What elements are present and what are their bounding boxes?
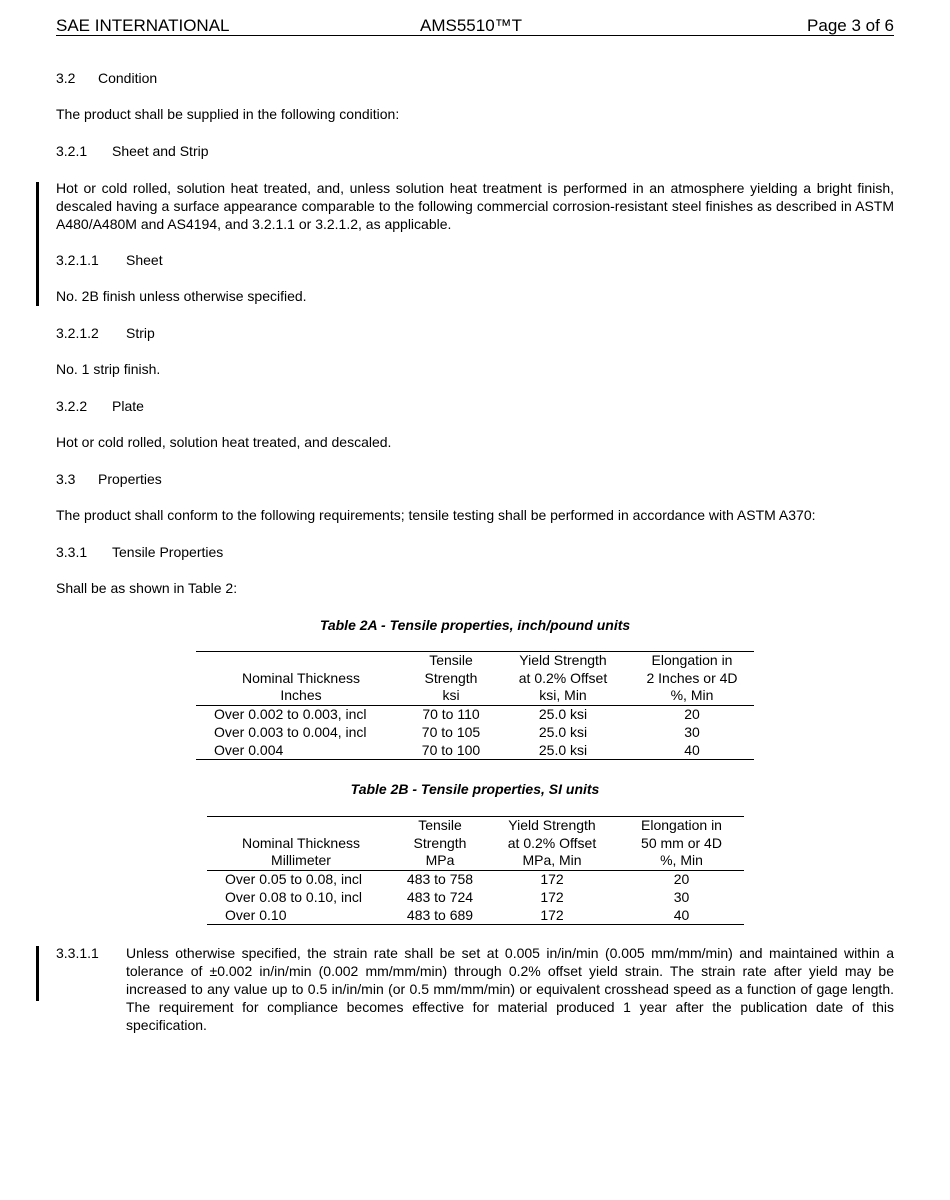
table-cell: 483 to 758 xyxy=(406,871,474,888)
table-row xyxy=(196,724,754,742)
table-cell: 40 xyxy=(684,741,700,758)
paragraph-3-3: The product shall conform to the following requirements; tensile testing shall be performed in accordance with ASTM A370: xyxy=(56,507,816,523)
heading-3-2-2 xyxy=(56,397,144,415)
heading-3-2-1-1-title: Sheet xyxy=(126,252,163,268)
table-2b-header-cell: Yield Strength xyxy=(508,817,596,833)
revision-change-bar xyxy=(36,946,39,1001)
table-2b-header-thickness xyxy=(207,817,395,871)
heading-3-3-1-number: 3.3.1 xyxy=(56,544,88,560)
table-row xyxy=(196,706,754,724)
table-2b-header-tensile xyxy=(395,817,485,871)
table-cell: Over 0.05 to 0.08, incl xyxy=(225,871,362,888)
table-2a-header-elongation xyxy=(630,652,754,706)
heading-3-2-1-1 xyxy=(56,251,163,269)
table-2a-header-cell: Nominal Thickness xyxy=(241,669,360,686)
header-page-number: Page 3 of 6 xyxy=(807,16,894,35)
table-2b-header-cell: Tensile xyxy=(418,817,462,833)
table-2b-header-elongation xyxy=(619,817,744,871)
table-2a-header-cell: at 0.2% Offset xyxy=(518,669,608,686)
table-2a-header-cell: ksi, Min xyxy=(539,687,587,704)
table-cell: 25.0 ksi xyxy=(538,723,588,740)
table-cell: 70 to 105 xyxy=(421,723,481,740)
table-2b-header-cell: Strength xyxy=(413,834,467,851)
heading-3-2 xyxy=(56,69,157,87)
table-2b xyxy=(207,816,744,925)
table-2a-header-cell: Yield Strength xyxy=(519,652,607,668)
table-2b-header-cell: MPa, Min xyxy=(522,852,582,869)
header-org: SAE INTERNATIONAL xyxy=(56,16,230,35)
table-cell: 172 xyxy=(540,871,564,888)
revision-change-bar xyxy=(36,182,39,306)
table-2a-header-cell: 2 Inches or 4D xyxy=(646,669,738,686)
table-2a xyxy=(196,651,754,760)
table-cell: 30 xyxy=(684,723,700,740)
table-row xyxy=(207,907,744,925)
table-2b-header-cell xyxy=(207,817,395,835)
heading-3-2-1-number: 3.2.1 xyxy=(56,143,88,159)
paragraph-3-2-intro: The product shall be supplied in the following condition: xyxy=(56,106,400,122)
table-2b-caption: Table 2B - Tensile properties, SI units xyxy=(350,781,600,797)
table-row xyxy=(207,889,744,907)
heading-3-3-number: 3.3 xyxy=(56,471,76,487)
table-2b-header-yield xyxy=(485,817,619,871)
table-2a-header-tensile xyxy=(406,652,496,706)
table-2a-header-cell: Elongation in xyxy=(651,652,733,668)
table-2a-header-cell: ksi xyxy=(442,687,460,704)
table-cell: 483 to 689 xyxy=(406,906,474,923)
table-2b-header-cell: Elongation in xyxy=(641,817,722,833)
table-2b-header-cell: %, Min xyxy=(660,852,703,869)
paragraph-3-2-1-1: No. 2B finish unless otherwise specified. xyxy=(56,288,307,304)
paragraph-3-3-1-1: Unless otherwise specified, the strain rate shall be set at 0.005 in/in/min (0.005 mm/mm/min) and maintained within a tolerance of ±0.002 in/in/min (0.002 mm/mm/min) through 0.2% offset yield strain. The strain rate after yield may be increased to any value up to 0.5 in/in/min (or 0.5 mm/mm/min) or equivalent crosshead speed as a function of gage length. The requirement for compliance becomes effective for material produced 1 year after the publication date of this specification. xyxy=(126,945,894,1033)
heading-3-2-title: Condition xyxy=(98,70,158,86)
table-cell: 20 xyxy=(684,706,700,723)
table-cell: 172 xyxy=(540,888,564,905)
table-2b-header-cell: Nominal Thickness xyxy=(241,834,360,851)
table-cell: Over 0.08 to 0.10, incl xyxy=(225,888,362,905)
page-header xyxy=(56,16,894,36)
table-2b-header-cell: 50 mm or 4D xyxy=(641,834,722,851)
table-2b-header-cell: MPa xyxy=(425,852,455,869)
table-cell: Over 0.10 xyxy=(225,906,287,923)
paragraph-3-2-1: Hot or cold rolled, solution heat treated, and, unless solution heat treatment is performed in an atmosphere yielding a bright finish, descaled having a surface appearance comparable to the following commercial corrosion-resistant steel finishes as described in ASTM A480/A480M and AS4194, and 3.2.1.1 or 3.2.1.2, as applicable. xyxy=(56,180,894,232)
heading-3-3-1-title: Tensile Properties xyxy=(112,544,224,560)
paragraph-3-3-1-1-number: 3.3.1.1 xyxy=(56,945,99,961)
table-2a-header-cell: %, Min xyxy=(670,687,714,704)
table-row xyxy=(196,742,754,760)
table-cell: 483 to 724 xyxy=(406,888,474,905)
table-2b-header-cell: Millimeter xyxy=(271,852,331,869)
table-cell: 30 xyxy=(673,888,690,905)
heading-3-2-1 xyxy=(56,142,209,160)
table-cell: 25.0 ksi xyxy=(538,741,588,758)
table-2a-header-yield xyxy=(496,652,630,706)
header-doc-id: AMS5510™T xyxy=(420,16,523,35)
table-2b-header-cell: at 0.2% Offset xyxy=(507,834,597,851)
paragraph-3-2-2: Hot or cold rolled, solution heat treated, and descaled. xyxy=(56,434,392,450)
heading-3-2-1-2-number: 3.2.1.2 xyxy=(56,325,99,341)
table-cell: 25.0 ksi xyxy=(538,706,588,723)
paragraph-3-3-1: Shall be as shown in Table 2: xyxy=(56,580,238,596)
heading-3-2-1-title: Sheet and Strip xyxy=(112,143,209,159)
table-2a-header-cell: Inches xyxy=(280,687,322,704)
heading-3-3-title: Properties xyxy=(98,471,162,487)
table-2a-header-cell xyxy=(196,652,406,670)
table-row xyxy=(207,871,744,889)
heading-3-3-1 xyxy=(56,543,223,561)
heading-3-2-number: 3.2 xyxy=(56,70,76,86)
heading-3-2-1-2-title: Strip xyxy=(126,325,155,341)
table-2a-header-cell: Tensile xyxy=(429,652,473,668)
table-2a-header-cell: Strength xyxy=(424,669,478,686)
table-cell: 172 xyxy=(540,906,564,923)
table-cell: 20 xyxy=(673,871,690,888)
table-cell: Over 0.004 xyxy=(214,741,284,758)
table-cell: Over 0.002 to 0.003, incl xyxy=(214,706,367,723)
table-cell: 70 to 100 xyxy=(421,741,481,758)
heading-3-2-1-1-number: 3.2.1.1 xyxy=(56,252,99,268)
paragraph-3-2-1-2: No. 1 strip finish. xyxy=(56,361,161,377)
table-2a-header-thickness xyxy=(196,652,406,706)
table-cell: 70 to 110 xyxy=(422,706,480,723)
heading-3-2-2-title: Plate xyxy=(112,398,144,414)
heading-3-2-2-number: 3.2.2 xyxy=(56,398,88,414)
heading-3-3 xyxy=(56,470,162,488)
table-cell: Over 0.003 to 0.004, incl xyxy=(214,723,367,740)
heading-3-2-1-2 xyxy=(56,324,155,342)
table-2a-caption: Table 2A - Tensile properties, inch/pound units xyxy=(319,617,631,633)
table-cell: 40 xyxy=(673,906,690,923)
